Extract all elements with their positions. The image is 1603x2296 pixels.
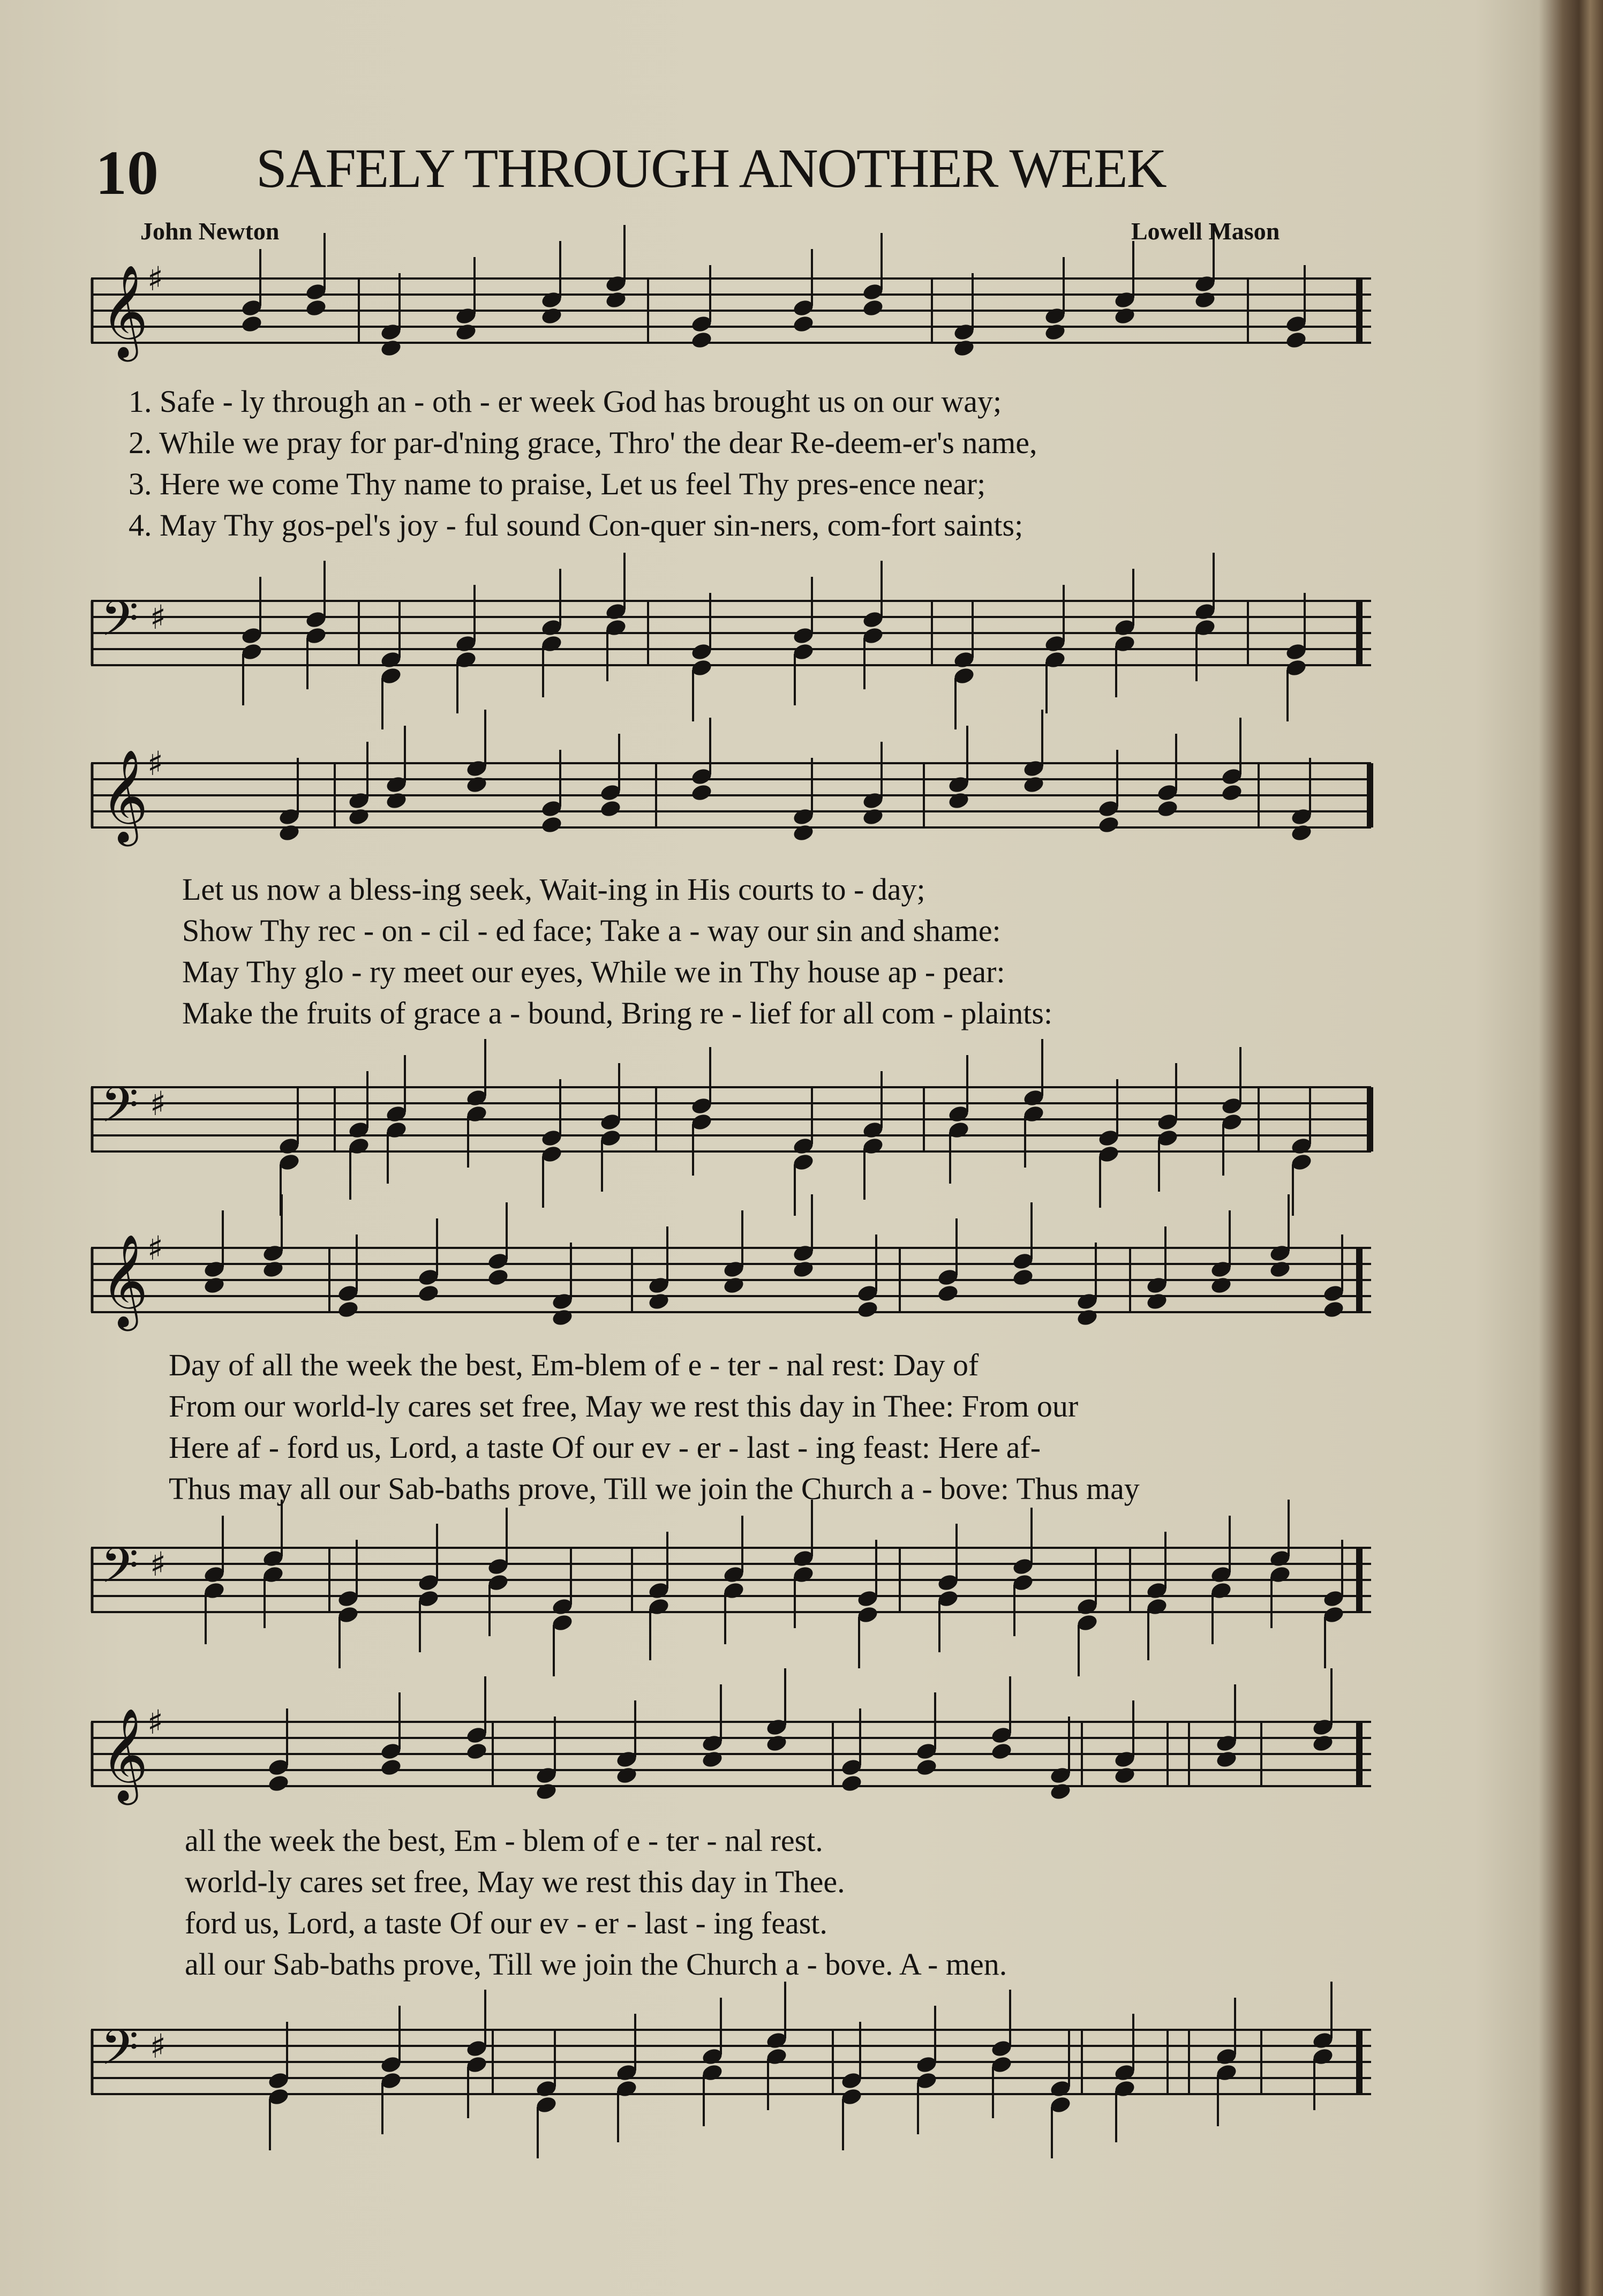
svg-text:𝄞: 𝄞	[101, 265, 148, 358]
svg-text:♯: ♯	[147, 259, 164, 298]
lyric-system-3-verse-1: Day of all the week the best, Em-blem of e - ter - nal rest: Day of	[169, 1348, 979, 1382]
svg-text:𝄢: 𝄢	[101, 1537, 139, 1606]
svg-text:𝄢: 𝄢	[101, 1077, 139, 1145]
bass-staff-system-4	[91, 2019, 1376, 2099]
treble-staff-system-1	[91, 259, 1376, 358]
lyric-system-4-verse-1: all the week the best, Em - blem of e - ter - nal rest.	[185, 1823, 823, 1858]
svg-text:♯: ♯	[147, 1703, 164, 1742]
bass-staff-system-2	[91, 1077, 1376, 1157]
treble-staff-system-2	[91, 744, 1376, 842]
lyric-system-1-verse-3: 3. Here we come Thy name to praise, Let us feel Thy pres-ence near;	[129, 466, 986, 501]
lyric-system-4-verse-4: all our Sab-baths prove, Till we join the Church a - bove. A - men.	[185, 1947, 1007, 1982]
lyric-system-2-verse-1: Let us now a bless-ing seek, Wait-ing in His courts to - day;	[182, 872, 925, 907]
svg-text:♯: ♯	[150, 598, 167, 637]
lyric-system-1-verse-4: 4. May Thy gos-pel's joy - ful sound Con-quer sin-ners, com-fort saints;	[129, 508, 1023, 543]
lyric-system-2-verse-2: Show Thy rec - on - cil - ed face; Take a - way our sin and shame:	[182, 913, 1001, 948]
lyric-system-1-verse-2: 2. While we pray for par-d'ning grace, Thro' the dear Re-deem-er's name,	[129, 425, 1037, 460]
lyric-system-4-verse-2: world-ly cares set free, May we rest this day in Thee.	[185, 1864, 845, 1899]
svg-text:𝄢: 𝄢	[101, 2019, 139, 2088]
lyric-system-2-verse-4: Make the fruits of grace a - bound, Bring re - lief for all com - plaints:	[182, 996, 1053, 1030]
lyric-system-1-verse-1: 1. Safe - ly through an - oth - er week God has brought us on our way;	[129, 384, 1002, 419]
treble-staff-system-3	[91, 1229, 1376, 1327]
bass-staff-system-3	[91, 1537, 1376, 1617]
author-credit: John Newton	[140, 217, 280, 245]
svg-text:♯: ♯	[150, 1084, 167, 1123]
composer-credit: Lowell Mason	[1131, 217, 1280, 245]
lyric-system-3-verse-2: From our world-ly cares set free, May we rest this day in Thee: From our	[169, 1389, 1079, 1424]
svg-text:𝄢: 𝄢	[101, 590, 139, 659]
svg-text:𝄞: 𝄞	[101, 1234, 148, 1327]
svg-text:𝄞: 𝄞	[101, 749, 148, 842]
svg-text:♯: ♯	[147, 744, 164, 783]
lyric-system-4-verse-3: ford us, Lord, a taste Of our ev - er - last - ing feast.	[185, 1906, 827, 1940]
bass-staff-system-1	[91, 590, 1376, 671]
hymn-title: SAFELY THROUGH ANOTHER WEEK	[256, 138, 1166, 199]
svg-text:♯: ♯	[147, 1229, 164, 1268]
lyric-system-3-verse-4: Thus may all our Sab-baths prove, Till we join the Church a - bove: Thus may	[169, 1471, 1140, 1506]
svg-text:♯: ♯	[150, 1545, 167, 1584]
lyric-system-3-verse-3: Here af - ford us, Lord, a taste Of our ev - er - last - ing feast: Here af-	[169, 1430, 1041, 1465]
hymn-number: 10	[95, 138, 159, 208]
svg-text:𝄞: 𝄞	[101, 1708, 148, 1801]
lyric-system-2-verse-3: May Thy glo - ry meet our eyes, While we in Thy house ap - pear:	[182, 954, 1005, 989]
treble-staff-system-4	[91, 1703, 1376, 1801]
svg-text:♯: ♯	[150, 2027, 167, 2066]
